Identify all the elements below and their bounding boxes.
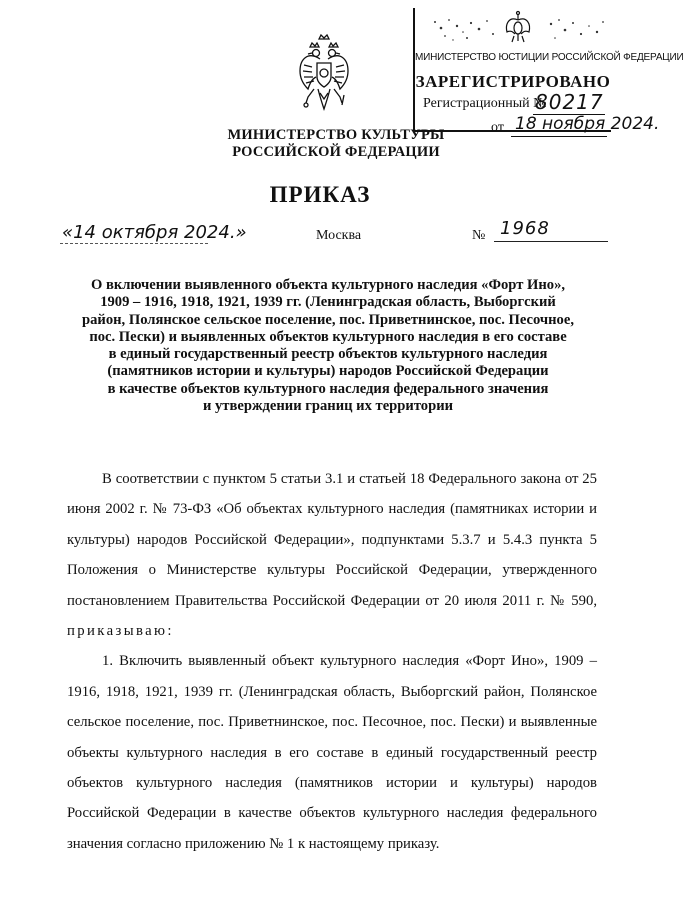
ministry-line-2: РОССИЙСКОЙ ФЕДЕРАЦИИ	[232, 144, 440, 160]
document-number-label: №	[472, 228, 486, 243]
stamp-registered-label: ЗАРЕГИСТРИРОВАНО	[415, 72, 611, 91]
stamp-regno-label: Регистрационный №	[423, 96, 547, 111]
document-number-value: 1968	[500, 218, 550, 239]
document-subject	[64, 277, 592, 415]
document-number-underline	[494, 241, 608, 242]
stamp-speckle-decoration	[429, 14, 499, 44]
eagle-emblem-small-icon	[503, 10, 533, 44]
stamp-ministry-name: МИНИСТЕРСТВО ЮСТИЦИИ РОССИЙСКОЙ ФЕДЕРАЦИИ	[415, 52, 683, 63]
order-word: приказываю:	[67, 623, 174, 640]
stamp-regno-value: 80217	[535, 90, 604, 114]
registration-stamp	[413, 8, 683, 135]
preamble-text: В соответствии с пунктом 5 статьи 3.1 и статьей 18 Федерального закона от 25 июня 2002 г. № 73-ФЗ «Об объектах культурного наследия (памятниках истории и культуры) народов Российской Федерации», подпунктами 5.3.7 и 5.4.3 пункта 5 Положения о Министерстве культуры Российской Федерации, утвержденного постановлением Правительства Российской Федерации от 20 июля 2011 г. № 590,	[67, 471, 597, 609]
document-date-underline	[60, 243, 208, 244]
issuing-authority	[206, 127, 466, 161]
subject-line: О включении выявленного объекта культурного наследия «Форт Ино»,	[90, 277, 566, 293]
stamp-date-value: 18 ноября 2024.	[515, 114, 660, 134]
preamble-paragraph	[67, 464, 597, 646]
stamp-date-label: от	[491, 120, 504, 135]
subject-line: и утверждении границ их территории	[202, 398, 454, 415]
document-title: ПРИКАЗ	[269, 182, 371, 207]
document-date: «14 октября 2024.»	[62, 222, 247, 243]
subject-line: 1909 – 1916, 1918, 1921, 1939 гг. (Ленинградская область, Выборгский	[100, 294, 556, 311]
subject-line: пос. Пески) и выявленных объектов культурного наследия в его составе	[89, 328, 567, 345]
subject-line: в единый государственный реестр объектов культурного наследия	[108, 346, 548, 363]
item-1-paragraph: 1. Включить выявленный объект культурного наследия «Форт Ино», 1909 – 1916, 1918, 1921, 1939 гг. (Ленинградская область, Выборгский район, Полянское сельское поселение, пос. Приветнинское, пос. Песочное, пос. Пески) и выявленные объекты культурного наследия в его составе в единый государственный реестр объектов культурного наследия (памятников истории и культуры) народов Российской Федерации в качестве объектов культурного наследия федерального значения согласно приложению № 1 к настоящему приказу.	[67, 653, 597, 852]
document-city: Москва	[316, 228, 362, 243]
subject-line: (памятников истории и культуры) народов Российской Федерации	[107, 363, 549, 380]
subject-line: в качестве объектов культурного наследия федерального значения	[107, 380, 549, 397]
subject-line: район, Полянское сельское поселение, пос. Приветнинское, пос. Песочное,	[82, 311, 574, 328]
document-body	[67, 464, 597, 859]
ministry-line-1: МИНИСТЕРСТВО КУЛЬТУРЫ	[227, 127, 445, 143]
stamp-speckle-decoration	[543, 14, 609, 44]
coat-of-arms-icon	[298, 33, 350, 117]
stamp-date-underline	[511, 136, 607, 137]
